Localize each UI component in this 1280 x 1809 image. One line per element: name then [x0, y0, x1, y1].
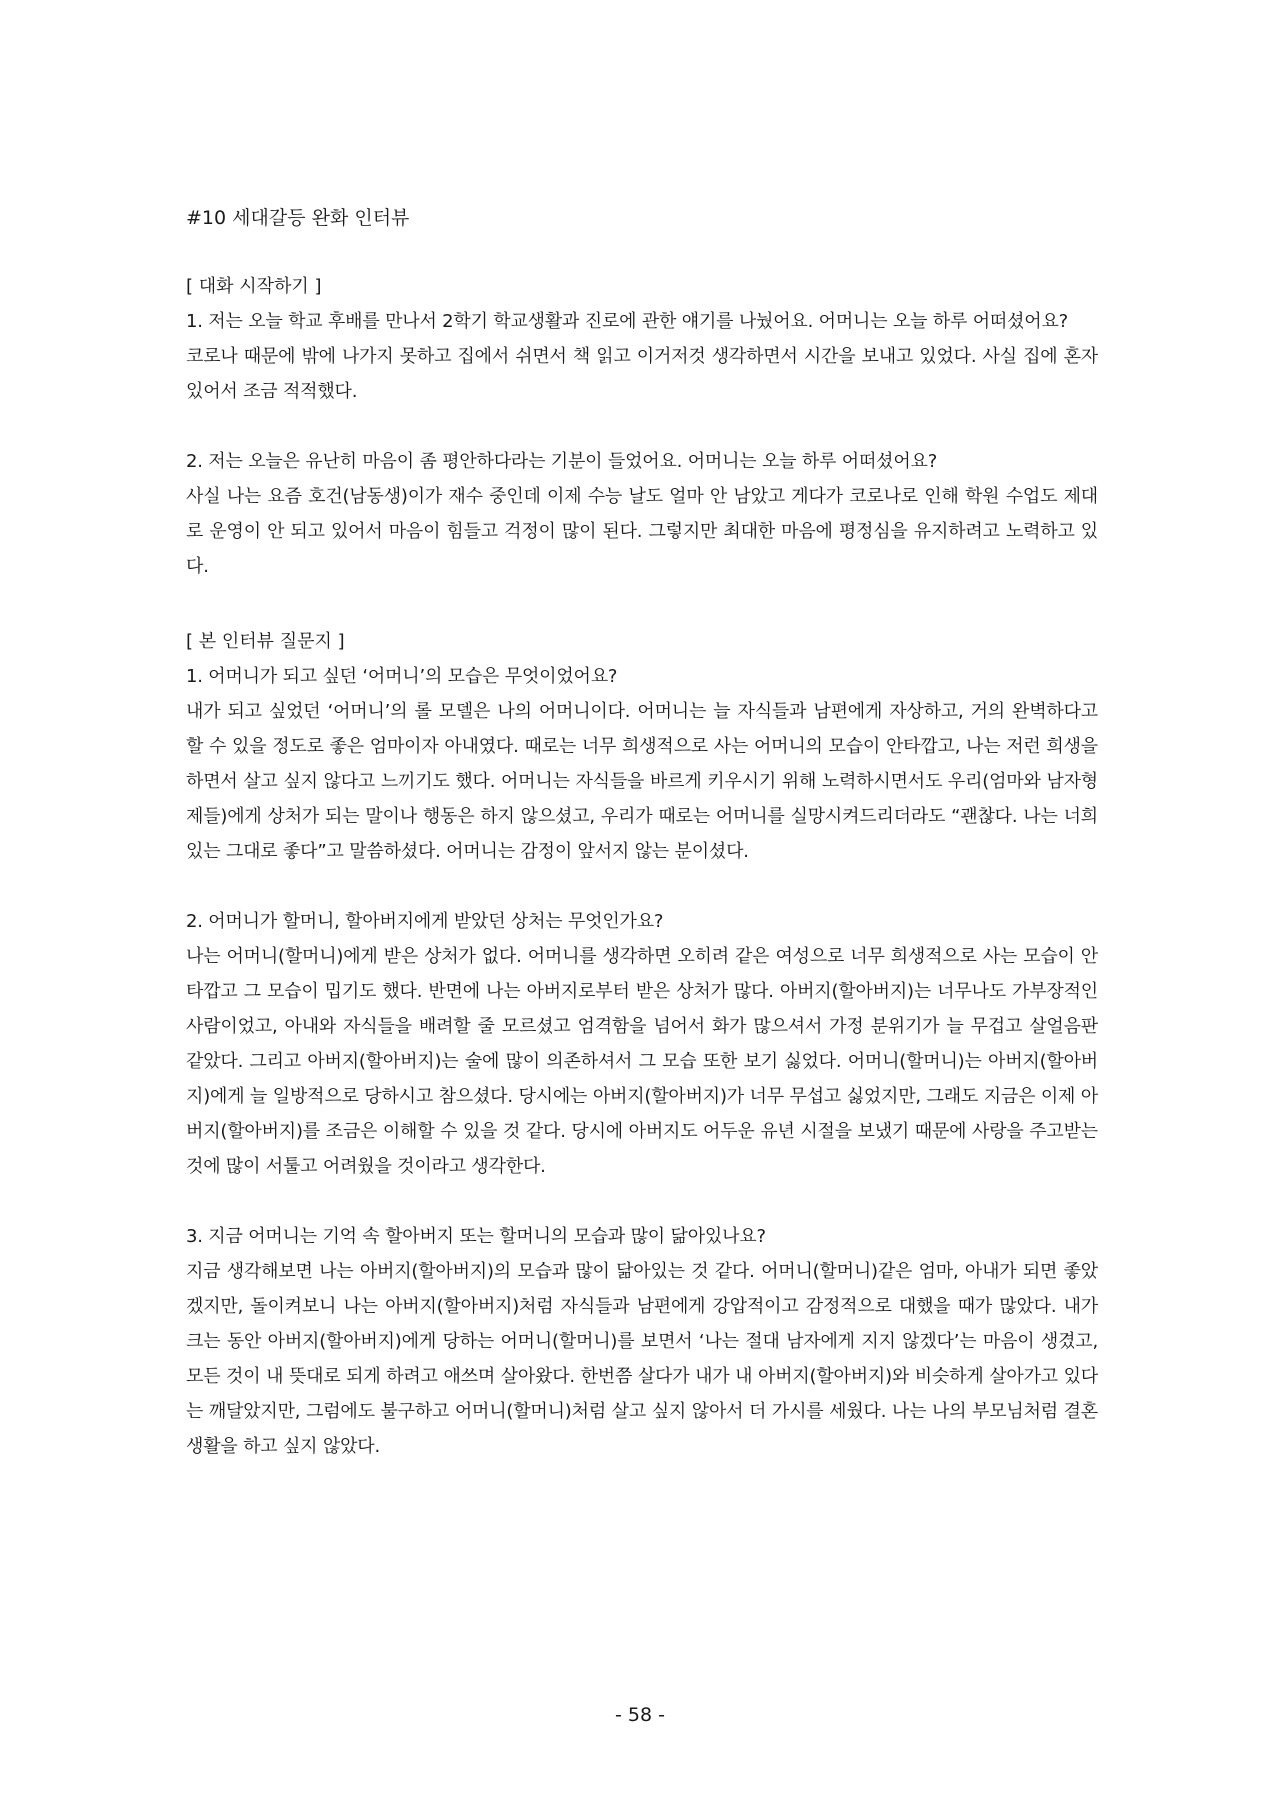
question-text: 1. 저는 오늘 학교 후배를 만나서 2학기 학교생활과 진로에 관한 얘기를 나눴어요. 어머니는 오늘 하루 어떠셨어요? — [186, 311, 1068, 332]
section-header: [ 본 인터뷰 질문지 ] — [186, 631, 345, 652]
qa-item — [186, 904, 1098, 1184]
qa-item — [186, 304, 1098, 409]
section-interview-questions — [186, 624, 1098, 1464]
question-text: 2. 어머니가 할머니, 할아버지에게 받았던 상처는 무엇인가요? — [186, 911, 664, 932]
answer-text: 내가 되고 싶었던 ‘어머니’의 롤 모델은 나의 어머니이다. 어머니는 늘 자식들과 남편에게 자상하고, 거의 완벽하다고 할 수 있을 정도로 좋은 엄마이자 아내였다. 때로는 너무 희생적으로 사는 어머니의 모습이 안타깝고, 나는 저런 희생을 하면서 살고 싶지 않다고 느끼기도 했다. 어머니는 자식들을 바르게 키우시기 위해 노력하시면서도 우리(엄마와 남자형제들)에게 상처가 되는 말이나 행동은 하지 않으셨고, 우리가 때로는 어머니를 실망시켜드리더라도 “괜찮다. 나는 너희 있는 그대로 좋다”고 말씀하셨다. 어머니는 감정이 앞서지 않는 분이셨다. — [186, 701, 1098, 862]
question-text: 3. 지금 어머니는 기억 속 할아버지 또는 할머니의 모습과 많이 닮아있나요? — [186, 1226, 766, 1247]
question-text: 1. 어머니가 되고 싶던 ‘어머니’의 모습은 무엇이었어요? — [186, 666, 618, 687]
document-page — [186, 200, 1098, 1504]
document-title: #10 세대갈등 완화 인터뷰 — [186, 207, 410, 229]
answer-text: 코로나 때문에 밖에 나가지 못하고 집에서 쉬면서 책 읽고 이거저것 생각하면서 시간을 보내고 있었다. 사실 집에 혼자 있어서 조금 적적했다. — [186, 346, 1098, 402]
answer-text: 사실 나는 요즘 호건(남동생)이가 재수 중인데 이제 수능 날도 얼마 안 남았고 게다가 코로나로 인해 학원 수업도 제대로 운영이 안 되고 있어서 마음이 힘들고 걱정이 많이 된다. 그렇지만 최대한 마음에 평정심을 유지하려고 노력하고 있다. — [186, 486, 1098, 577]
question-text: 2. 저는 오늘은 유난히 마음이 좀 평안하다라는 기분이 들었어요. 어머니는 오늘 하루 어떠셨어요? — [186, 451, 938, 472]
section-conversation-start — [186, 269, 1098, 584]
qa-item — [186, 1219, 1098, 1464]
qa-item — [186, 444, 1098, 584]
answer-text: 지금 생각해보면 나는 아버지(할아버지)의 모습과 많이 닮아있는 것 같다. 어머니(할머니)같은 엄마, 아내가 되면 좋았겠지만, 돌이켜보니 나는 아버지(할아버지)처럼 자식들과 남편에게 강압적이고 감정적으로 대했을 때가 많았다. 내가 크는 동안 아버지(할아버지)에게 당하는 어머니(할머니)를 보면서 ‘나는 절대 남자에게 지지 않겠다’는 마음이 생겼고, 모든 것이 내 뜻대로 되게 하려고 애쓰며 살아왔다. 한번쯤 살다가 내가 내 아버지(할아버지)와 비슷하게 살아가고 있다는 깨달았지만, 그럼에도 불구하고 어머니(할머니)처럼 살고 싶지 않아서 더 가시를 세웠다. 나는 나의 부모님처럼 결혼생활을 하고 싶지 않았다. — [186, 1261, 1098, 1457]
qa-item — [186, 659, 1098, 869]
answer-text: 나는 어머니(할머니)에게 받은 상처가 없다. 어머니를 생각하면 오히려 같은 여성으로 너무 희생적으로 사는 모습이 안타깝고 그 모습이 밉기도 했다. 반면에 나는 아버지로부터 받은 상처가 많다. 아버지(할아버지)는 너무나도 가부장적인 사람이었고, 아내와 자식들을 배려할 줄 모르셨고 엄격함을 넘어서 화가 많으셔서 가정 분위기가 늘 무겁고 살얼음판 같았다. 그리고 아버지(할아버지)는 술에 많이 의존하셔서 그 모습 또한 보기 싫었다. 어머니(할머니)는 아버지(할아버지)에게 늘 일방적으로 당하시고 참으셨다. 당시에는 아버지(할아버지)가 너무 무섭고 싫었지만, 그래도 지금은 이제 아버지(할아버지)를 조금은 이해할 수 있을 것 같다. 당시에 아버지도 어두운 유년 시절을 보냈기 때문에 사랑을 주고받는 것에 많이 서툴고 어려웠을 것이라고 생각한다. — [186, 946, 1098, 1177]
section-header: [ 대화 시작하기 ] — [186, 276, 322, 297]
page-number: - 58 - — [615, 1704, 665, 1726]
